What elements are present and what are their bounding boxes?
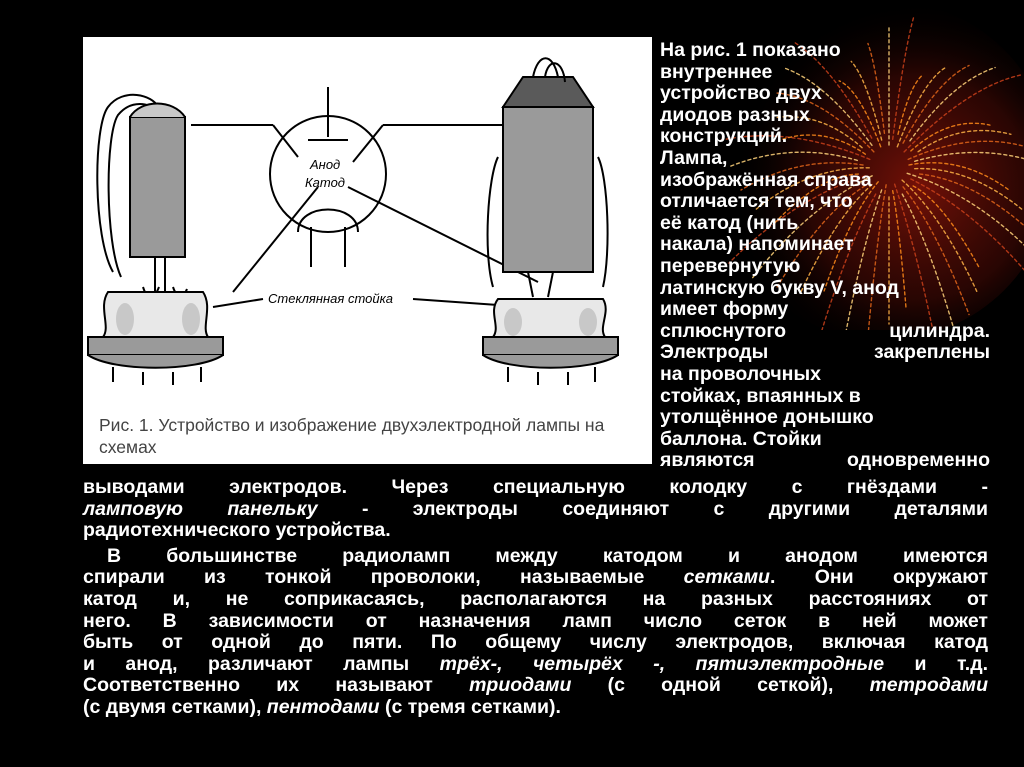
label-cathode: Катод <box>305 175 345 190</box>
figure-caption <box>99 414 644 458</box>
para2-line: В большинстве радиоламп между катодом и анодом имеются <box>107 544 988 567</box>
side-line: латинскую букву V, анод <box>660 276 899 299</box>
diode-diagram <box>83 37 652 464</box>
side-line: сплюснутого цилиндра. <box>660 319 990 342</box>
side-line: утолщённое донышко <box>660 406 874 429</box>
side-line: Лампа, <box>660 146 728 169</box>
side-line: на проволочных <box>660 362 821 385</box>
diode-figure <box>83 37 652 464</box>
label-anode: Анод <box>310 157 341 172</box>
caption-line-1: Рис. 1. Устройство и изображение двухэлектродной лампы на <box>99 415 605 435</box>
side-line: Электроды закреплены <box>660 341 990 364</box>
para1-line: выводами электродов. Через специальную колодку с гнёздами - <box>83 476 988 498</box>
para2-line: спирали из тонкой проволоки, называемые сетками. Они окружают <box>83 566 988 589</box>
para2-line: быть от одной до пяти. По общему числу электродов, включая катод <box>83 631 988 654</box>
para2-line: Соответственно их называют триодами (с одной сеткой), тетродами <box>83 674 988 697</box>
term-triodes: триодами <box>469 674 572 697</box>
side-line: внутреннее <box>660 60 773 83</box>
side-line: перевернутую <box>660 254 801 277</box>
side-line: На рис. 1 показано <box>660 39 841 61</box>
para2-line: и анод, различают лампы трёх-, четырёх -, пятиэлектродные и т.д. <box>83 652 988 675</box>
term-pentodes: пентодами <box>266 695 380 718</box>
side-line: баллона. Стойки <box>660 427 822 450</box>
side-line: являются одновременно <box>660 449 990 472</box>
para2-line: (с двумя сетками), пентодами (с тремя сетками). <box>83 695 561 718</box>
para2-line: катод и, не соприкасаясь, располагаются на разных расстояниях от <box>83 587 988 610</box>
side-line: диодов разных <box>660 103 810 126</box>
term-grids: сетками <box>683 566 770 589</box>
side-line: накала) напоминает <box>660 233 854 256</box>
side-line: отличается тем, что <box>660 190 853 213</box>
term-tetrodes: тетродами <box>869 674 988 697</box>
para1-line: ламповую панельку - электроды соединяют с другими деталями <box>83 497 988 520</box>
para1-line: радиотехнического устройства. <box>83 519 391 542</box>
side-text-column <box>660 40 990 472</box>
side-line: стойках, впаянных в <box>660 384 861 407</box>
side-line: конструкций. <box>660 125 788 148</box>
main-text <box>83 477 988 719</box>
term-multi-electrode: трёх-, четырёх -, пятиэлектродные <box>439 652 885 675</box>
side-line: имеет форму <box>660 298 789 321</box>
para2-line: него. В зависимости от назначения ламп число сеток в ней может <box>83 609 988 632</box>
label-glass-stand: Стеклянная стойка <box>268 291 393 306</box>
term-tube-socket: ламповую панельку <box>83 497 318 520</box>
caption-line-2: схемах <box>99 437 157 457</box>
side-line: устройство двух <box>660 82 822 105</box>
side-line: изображённая справа <box>660 168 872 191</box>
side-line: её катод (нить <box>660 211 799 234</box>
